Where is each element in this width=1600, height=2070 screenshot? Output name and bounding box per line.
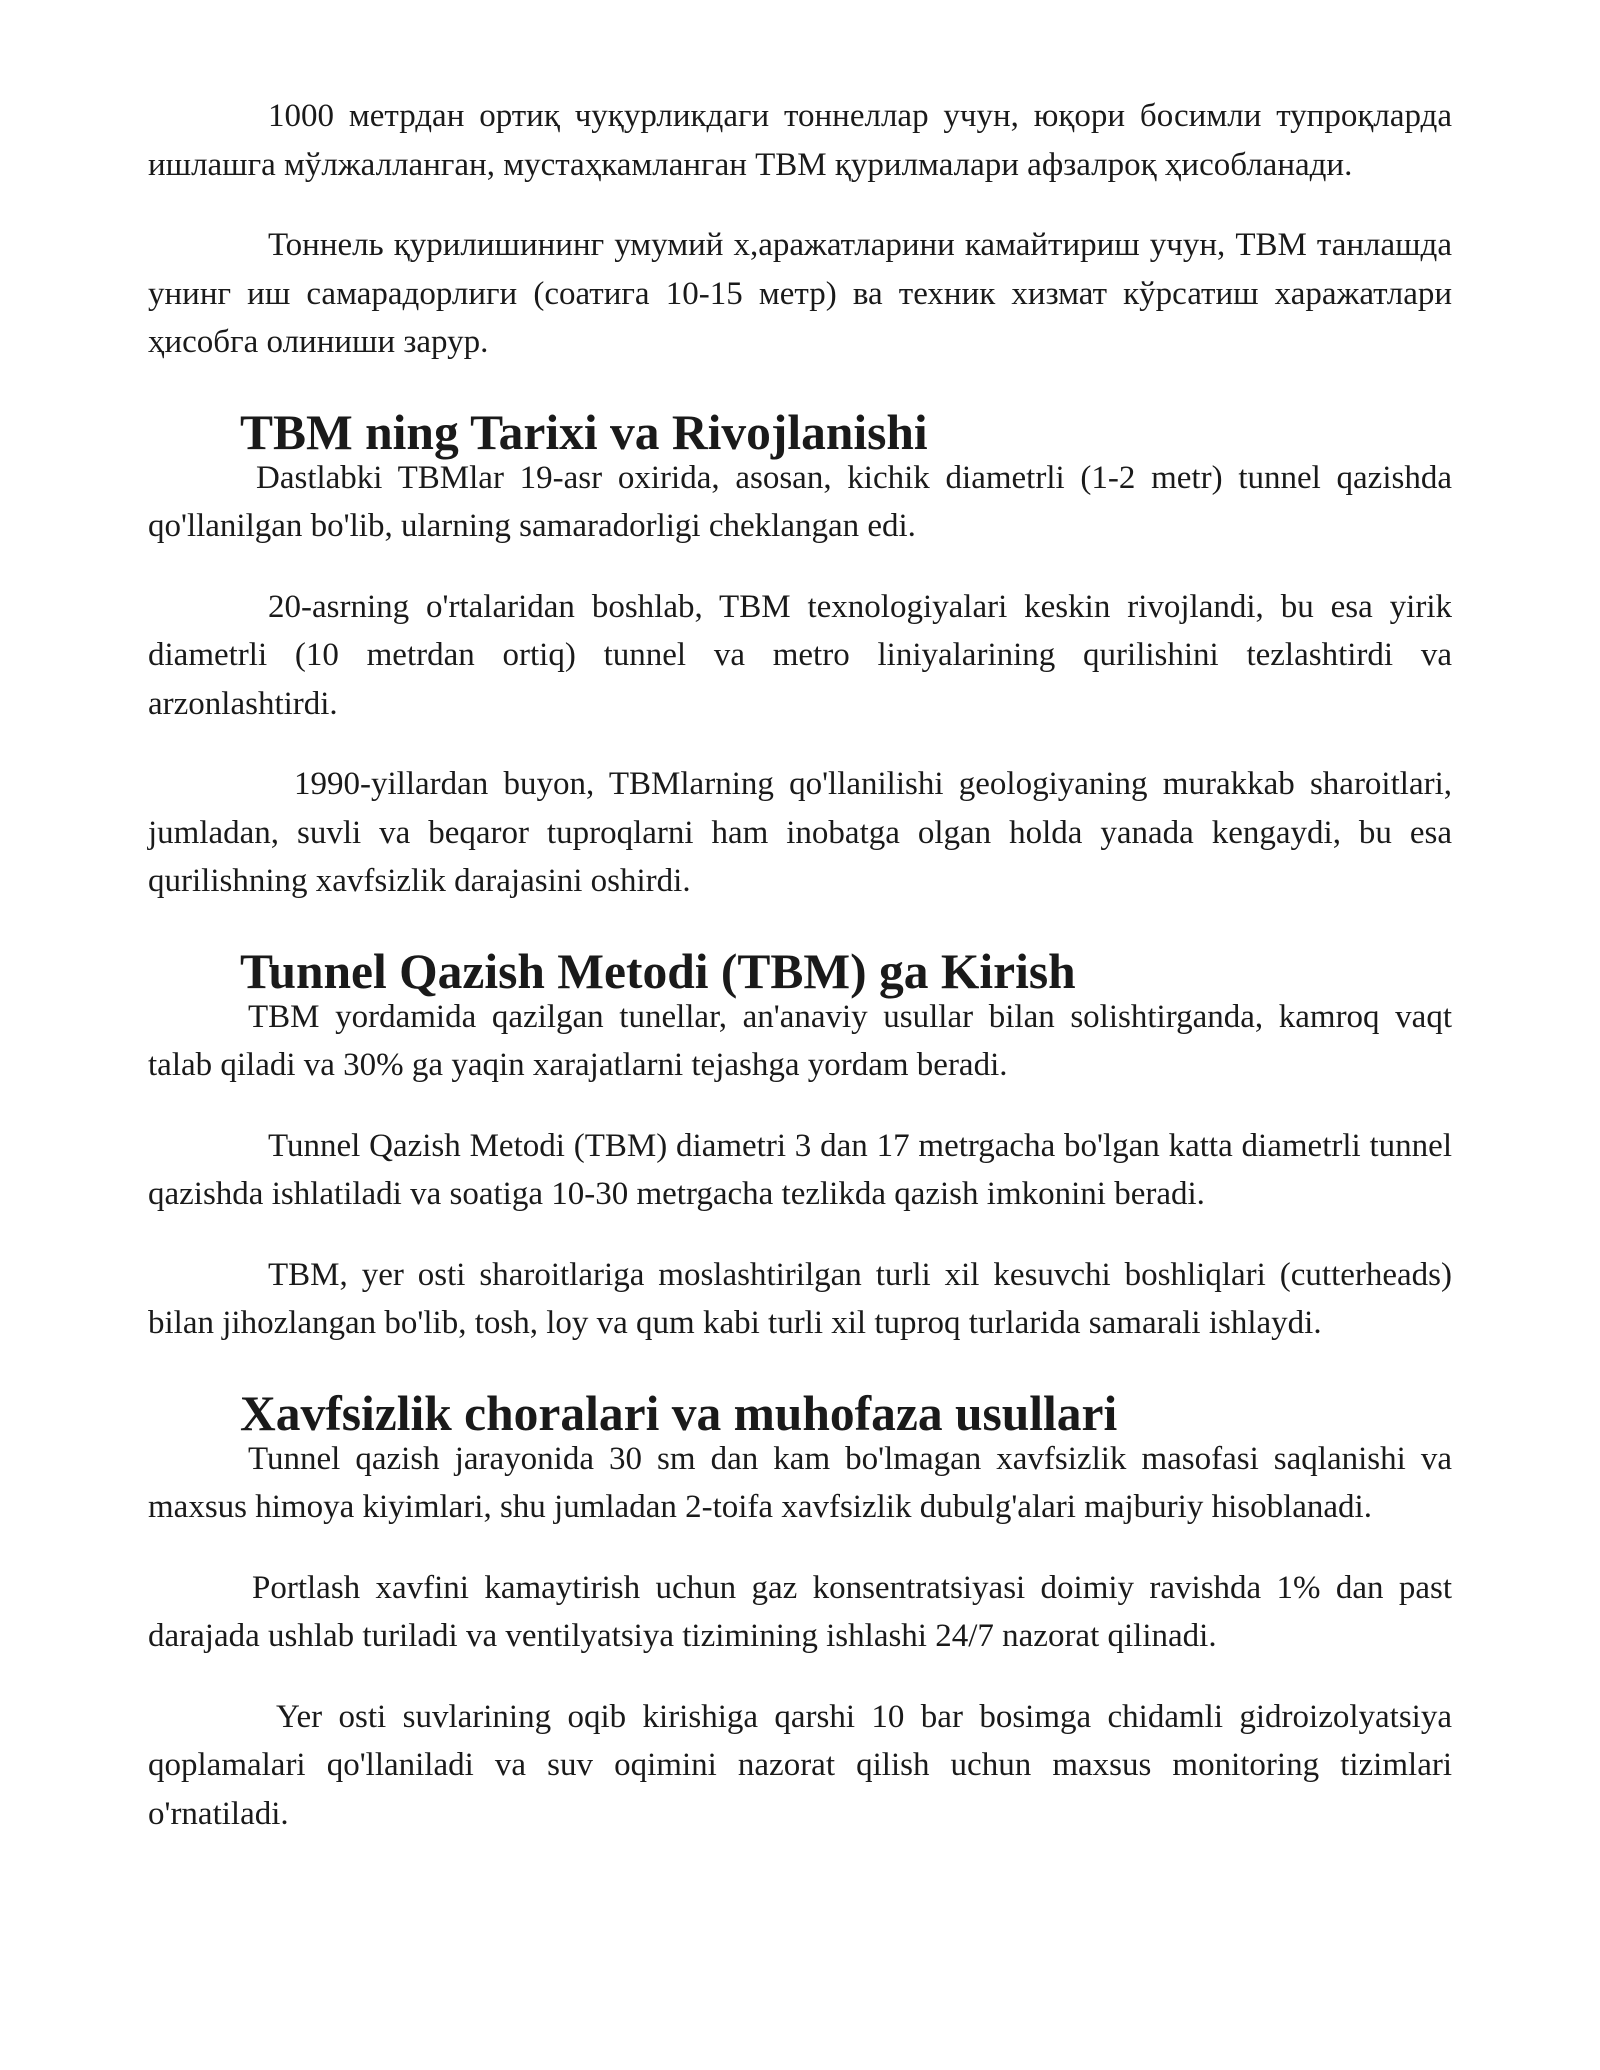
section-heading-introduction: Tunnel Qazish Metodi (TBM) ga Kirish	[240, 943, 1076, 999]
section-heading-history: TBM ning Tarixi va Rivojlanishi	[240, 404, 928, 460]
intro-tbm-paragraph-1: TBM yordamida qazilgan tunellar, an'anaviy usullar bilan solishtirganda, kamroq vaqt talab qiladi va 30% ga yaqin xarajatlarni tejashga yordam beradi.	[148, 998, 1452, 1083]
history-paragraph-1: Dastlabki TBMlar 19-asr oxirida, asosan, kichik diametrli (1-2 metr) tunnel qazishda qo'llanilgan bo'lib, ularning samaradorligi cheklangan edi.	[148, 459, 1452, 544]
history-paragraph-2: 20-asrning o'rtalaridan boshlab, TBM texnologiyalari keskin rivojlandi, bu esa yirik diametrli (10 metrdan ortiq) tunnel va metro liniyalarining qurilishini tezlashtirdi va arzonlashtirdi.	[148, 588, 1452, 722]
intro-paragraph-1: 1000 метрдан ортиқ чуқурликдаги тоннеллар учун, юқори босимли тупроқларда ишлашга мўлжалланган, мустаҳкамланган ТВМ қурилмалари афзалроқ ҳисобланади.	[148, 98, 1452, 183]
intro-paragraph-2: Тоннель қурилишининг умумий х,аражатларини камайтириш учун, ТВМ танлашда унинг иш самарадорлиги (соатига 10-15 метр) ва техник хизмат кўрсатиш харажатлари ҳисобга олиниши зарур.	[148, 227, 1452, 360]
section-heading-safety: Xavfsizlik choralari va muhofaza usullari	[240, 1385, 1118, 1441]
history-paragraph-3: 1990-yillardan buyon, TBMlarning qo'llanilishi geologiyaning murakkab sharoitlari, jumladan, suvli va beqaror tuproqlarni ham inobatga olgan holda yanada kengaydi, bu esa qurilishning xavfsizlik darajasini oshirdi.	[148, 766, 1452, 899]
safety-paragraph-3: Yer osti suvlarining oqib kirishiga qarshi 10 bar bosimga chidamli gidroizolyatsiya qoplamalari qo'llaniladi va suv oqimini nazorat qilish uchun maxsus monitoring tizimlari o'rnatiladi.	[148, 1698, 1452, 1832]
document-page	[148, 92, 1452, 1838]
safety-paragraph-1: Tunnel qazish jarayonida 30 sm dan kam bo'lmagan xavfsizlik masofasi saqlanishi va maxsus himoya kiyimlari, shu jumladan 2-toifa xavfsizlik dubulg'alari majburiy hisoblanadi.	[148, 1440, 1452, 1525]
intro-tbm-paragraph-3: TBM, yer osti sharoitlariga moslashtirilgan turli xil kesuvchi boshliqlari (cutterheads) bilan jihozlangan bo'lib, tosh, loy va qum kabi turli xil tuproq turlarida samarali ishlaydi.	[148, 1256, 1452, 1341]
safety-paragraph-2: Portlash xavfini kamaytirish uchun gaz konsentratsiyasi doimiy ravishda 1% dan past darajada ushlab turiladi va ventilyatsiya tizimining ishlashi 24/7 nazorat qilinadi.	[148, 1569, 1452, 1654]
intro-tbm-paragraph-2: Tunnel Qazish Metodi (TBM) diametri 3 dan 17 metrgacha bo'lgan katta diametrli tunnel qazishda ishlatiladi va soatiga 10-30 metrgacha tezlikda qazish imkonini beradi.	[148, 1127, 1452, 1212]
